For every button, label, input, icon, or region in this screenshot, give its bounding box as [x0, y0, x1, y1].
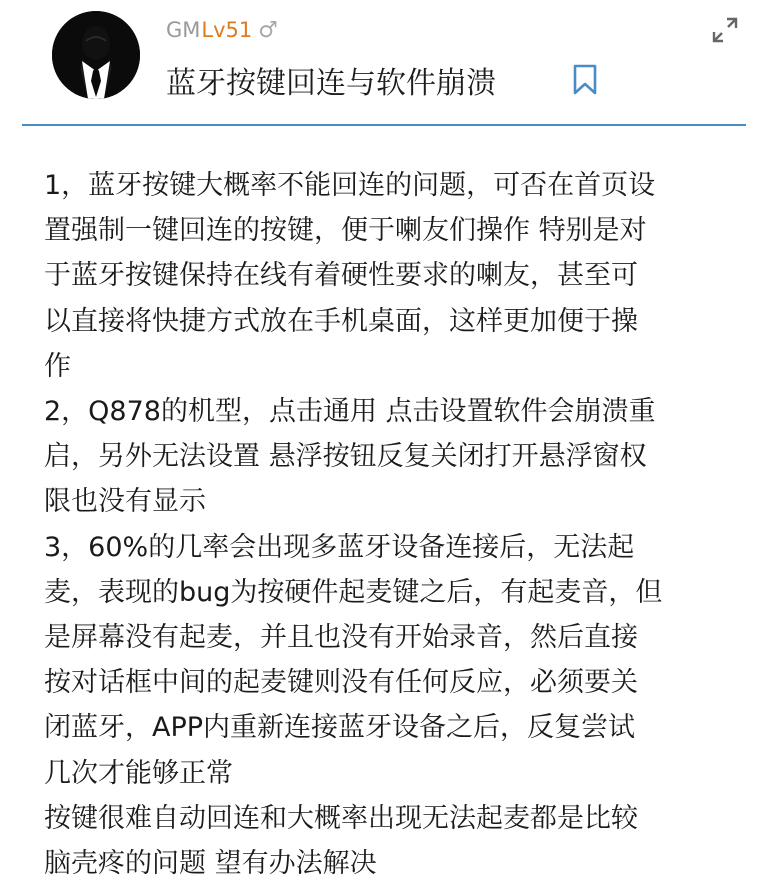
post-line: 以直接将快捷方式放在手机桌面，这样更加便于操	[44, 305, 638, 337]
suit-tie-avatar-icon	[52, 11, 140, 99]
expand-arrows-icon	[710, 15, 740, 45]
header-divider	[22, 124, 746, 126]
post-line: 置强制一键回连的按键，便于喇友们操作 特别是对	[44, 215, 647, 247]
author-row	[166, 14, 278, 46]
post-line: 是屏幕没有起麦，并且也没有开始录音，然后直接	[44, 622, 638, 654]
post-line: 于蓝牙按键保持在线有着硬性要求的喇友，甚至可	[44, 260, 638, 292]
post-line: 3，60%的几率会出现多蓝牙设备连接后，无法起	[44, 531, 635, 563]
post-line: 作	[44, 350, 71, 382]
level-badge: Lv51	[201, 18, 253, 42]
post-line: 2，Q878的机型，点击通用 点击设置软件会崩溃重	[44, 396, 656, 428]
male-gender-icon: ♂	[258, 17, 278, 43]
bookmark-button[interactable]	[572, 64, 598, 96]
post-line: 麦，表现的bug为按硬件起麦键之后，有起麦音，但	[44, 576, 663, 608]
avatar[interactable]	[52, 11, 140, 99]
post-line: 几次才能够正常	[44, 757, 233, 789]
post-line: 1，蓝牙按键大概率不能回连的问题，可否在首页设	[44, 170, 656, 201]
post-line: 按对话框中间的起麦键则没有任何反应，必须要关	[44, 667, 638, 699]
post-line: 启，另外无法设置 悬浮按钮反复关闭打开悬浮窗权	[44, 441, 647, 473]
post-body	[44, 163, 734, 886]
bookmark-icon	[572, 64, 598, 96]
post-line: 限也没有显示	[44, 486, 206, 518]
username[interactable]: GM	[166, 18, 201, 42]
post-line: 按键很难自动回连和大概率出现无法起麦都是比较	[44, 802, 638, 834]
expand-button[interactable]	[710, 15, 740, 45]
post-title: 蓝牙按键回连与软件崩溃	[166, 66, 496, 101]
post-line: 闭蓝牙，APP内重新连接蓝牙设备之后，反复尝试	[44, 712, 636, 744]
post-line: 脑壳疼的问题 望有办法解决	[44, 848, 377, 880]
